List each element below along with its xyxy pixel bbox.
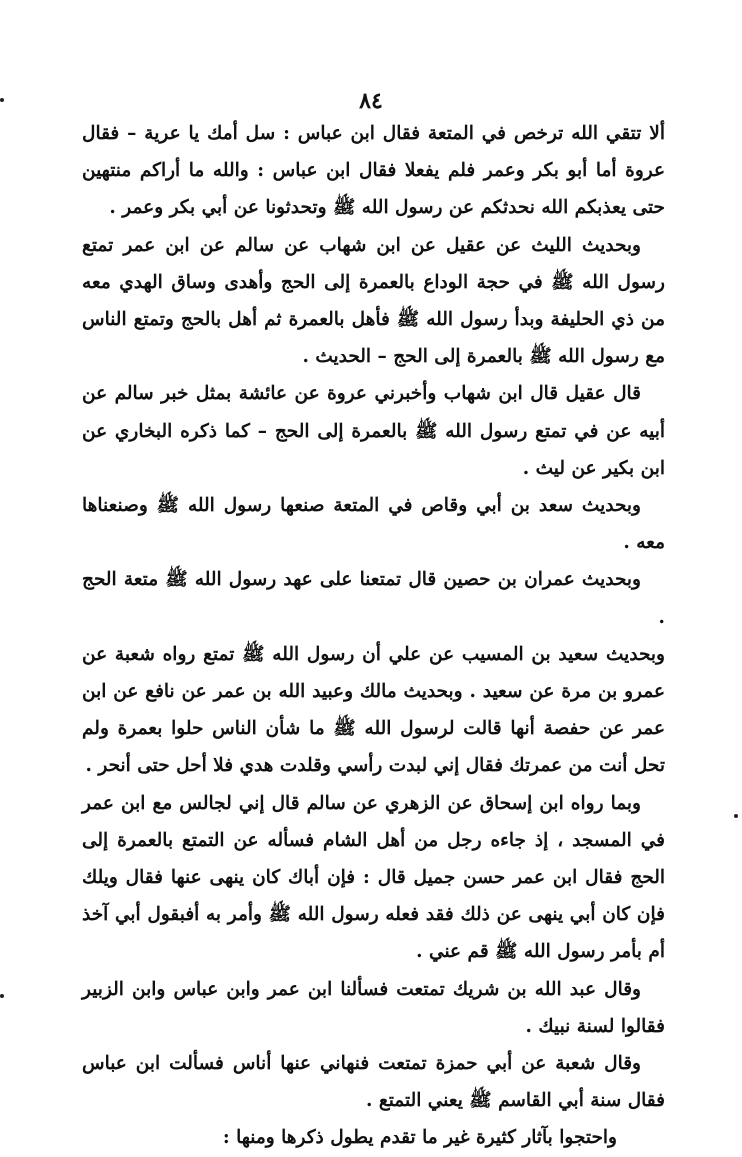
paragraph-8: وقال عبد الله بن شريك تمتعت فسألنا ابن عمر وابن عباس وابن الزبير فقالوا لسنة نبيك .: [82, 978, 665, 1037]
paragraph-3: قال عقيل قال ابن شهاب وأخبرني عروة عن عائشة بمثل خبر سالم عن أبيه عن في تمتع رسول الله ﷺ بالعمرة إلى الحج – كما ذكره البخاري عن ابن بكير عن ليث .: [82, 383, 665, 479]
paragraph-1: ألا تتقي الله ترخص في المتعة فقال ابن عباس : سل أمك يا عرية – فقال عروة أما أبو بكر وعمر فلم يفعلا فقال ابن عباس : والله ما أراكم منتهين حتى يعذبكم الله نحدثكم عن رسول الله ﷺ وتحدثونا عن أبي بكر وعمر .: [82, 123, 665, 219]
paragraph-10: واحتجوا بآثار كثيرة غير ما تقدم يطول ذكرها ومنها :: [222, 1127, 617, 1149]
scan-edge-mark-bottom-left: [0, 994, 4, 998]
paragraph-5: وبحديث عمران بن حصين قال تمتعنا على عهد رسول الله ﷺ متعة الحج .: [82, 569, 665, 628]
paragraph-6: وبحديث سعيد بن المسيب عن علي أن رسول الله ﷺ تمتع رواه شعبة عن عمرو بن مرة عن سعيد . وبحديث مالك وعبيد الله بن عمر عن نافع عن ابن عمر عن حفصة أنها قالت لرسول الله ﷺ ما شأن الناس حلوا بعمرة ولم تحل أنت من عمرتك فقال إني لبدت رأسي وقلدت هدي فلا أحل حتى أنحر .: [82, 643, 665, 777]
paragraph-2: وبحديث الليث عن عقيل عن ابن شهاب عن سالم عن ابن عمر تمتع رسول الله ﷺ في حجة الوداع بالعمرة إلى الحج وأهدى وساق الهدي معه من ذي الحليفة وبدأ رسول الله ﷺ فأهل بالعمرة ثم أهل بالحج وتمتع الناس مع رسول الله ﷺ بالعمرة إلى الحج – الحديث .: [82, 234, 665, 368]
paragraph-4: وبحديث سعد بن أبي وقاص في المتعة صنعها رسول الله ﷺ وصنعناها معه .: [82, 495, 665, 554]
page-number: ٨٤: [359, 88, 383, 114]
main-text: [82, 115, 665, 1157]
scan-edge-mark-middle-right: [734, 814, 738, 818]
paragraph-7: وبما رواه ابن إسحاق عن الزهري عن سالم قال إني لجالس مع ابن عمر في المسجد ، إذ جاءه رجل من أهل الشام فسأله عن التمتع بالعمرة إلى الحج فقال ابن عمر حسن جميل قال : فإن أباك كان ينهى عنها فقال ويلك فإن كان أبي ينهى عن ذلك فقد فعله رسول الله ﷺ وأمر به أفبقول أبي آخذ أم بأمر رسول الله ﷺ قم عني .: [82, 792, 665, 963]
paragraph-9: وقال شعبة عن أبي حمزة تمتعت فنهاني عنها أناس فسألت ابن عباس فقال سنة أبي القاسم ﷺ يعني التمتع .: [82, 1053, 665, 1112]
scan-edge-mark-top-left: [0, 98, 4, 102]
